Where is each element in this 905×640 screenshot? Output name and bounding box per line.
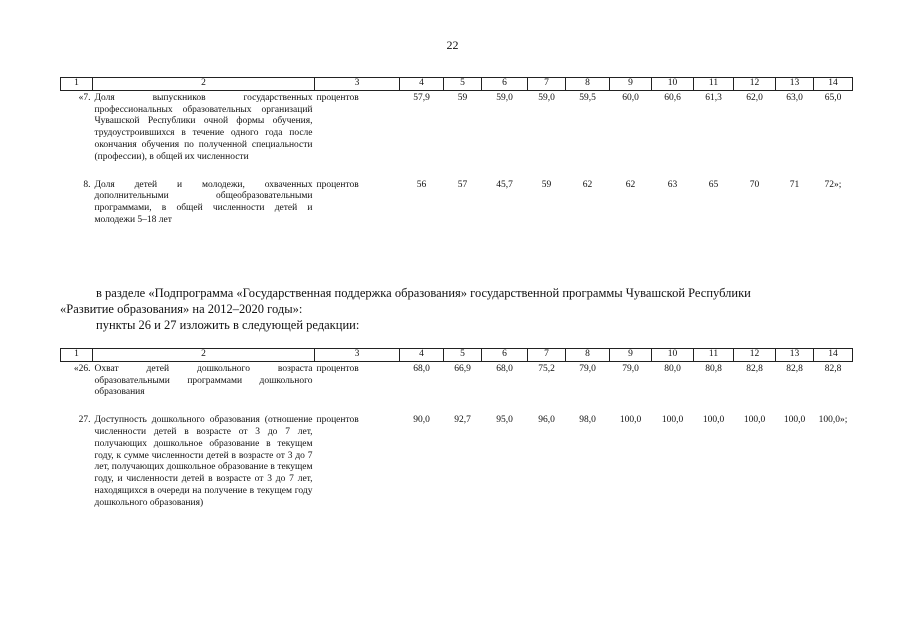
value-cell: 68,0 <box>413 363 430 374</box>
header-cell: 1 <box>61 78 93 91</box>
header-cell: 5 <box>444 349 482 362</box>
value-cell: 60,6 <box>664 92 681 103</box>
value-cell: 45,7 <box>496 179 513 190</box>
value-cell: 63 <box>667 179 678 190</box>
value-cell: 62 <box>625 179 636 190</box>
header-cell: 11 <box>694 78 734 91</box>
header-cell: 9 <box>610 349 652 362</box>
value-cell: 100,0 <box>702 415 725 426</box>
value-cell: 57,9 <box>413 92 430 103</box>
value-cell: 82,8 <box>746 363 763 374</box>
row-number: «7. <box>78 92 91 103</box>
value-cell: 79,0 <box>622 363 639 374</box>
header-row <box>61 78 853 91</box>
value-cell: 61,3 <box>705 92 722 103</box>
value-cell: 66,9 <box>454 363 471 374</box>
header-cell: 8 <box>566 349 610 362</box>
value-cell: 63,0 <box>786 92 803 103</box>
table-row <box>61 361 853 399</box>
header-cell: 10 <box>652 349 694 362</box>
value-cell: 71 <box>789 179 800 190</box>
value-cell: 65 <box>708 179 719 190</box>
unit-cell: процентов <box>316 179 359 190</box>
header-cell: 13 <box>776 349 814 362</box>
header-cell: 7 <box>528 349 566 362</box>
value-cell: 80,0 <box>664 363 681 374</box>
header-cell: 14 <box>814 78 853 91</box>
value-cell: 80,8 <box>705 363 722 374</box>
value-cell: 68,0 <box>496 363 513 374</box>
header-cell: 1 <box>61 349 93 362</box>
row-number: «26. <box>73 363 91 374</box>
header-cell: 13 <box>776 78 814 91</box>
header-cell: 14 <box>814 349 853 362</box>
value-cell: 100,0 <box>661 415 684 426</box>
value-cell: 70 <box>749 179 760 190</box>
value-cell: 90,0 <box>413 415 430 426</box>
paragraph-line-2: «Развитие образования» на 2012–2020 годы»: <box>60 302 303 316</box>
value-cell: 59,5 <box>579 92 596 103</box>
header-cell: 6 <box>482 349 528 362</box>
paragraph-line-1: в разделе «Подпрограмма «Государственная поддержка образования» государственной программы Чувашской Республики <box>96 286 751 300</box>
unit-cell: процентов <box>316 415 359 426</box>
header-cell: 2 <box>93 349 315 362</box>
table-row <box>61 178 853 227</box>
header-cell: 12 <box>734 78 776 91</box>
value-cell: 57 <box>457 179 468 190</box>
header-cell: 3 <box>315 78 400 91</box>
value-cell: 82,8 <box>824 363 842 374</box>
header-row <box>61 349 853 362</box>
row-spacer <box>61 399 853 413</box>
header-cell: 12 <box>734 349 776 362</box>
value-cell: 100,0 <box>783 415 806 426</box>
table-row <box>61 90 853 163</box>
value-cell: 96,0 <box>538 415 555 426</box>
header-cell: 10 <box>652 78 694 91</box>
value-cell: 75,2 <box>538 363 555 374</box>
value-cell: 79,0 <box>579 363 596 374</box>
indicators-table-1 <box>60 77 853 227</box>
value-cell: 100,0»; <box>818 415 848 426</box>
row-spacer <box>61 164 853 178</box>
value-cell: 59 <box>457 92 468 103</box>
row-number: 8. <box>83 179 91 190</box>
indicator-name: Доля детей и молодежи, охваченных дополнительными общеобразовательными программами, в общей численности детей и молодежи 5–18 лет <box>94 179 313 225</box>
value-cell: 60,0 <box>622 92 639 103</box>
header-cell: 11 <box>694 349 734 362</box>
value-cell: 100,0 <box>619 415 642 426</box>
value-cell: 59,0 <box>538 92 555 103</box>
header-cell: 2 <box>93 78 315 91</box>
value-cell: 65,0 <box>824 92 842 103</box>
header-cell: 8 <box>566 78 610 91</box>
header-cell: 4 <box>400 78 444 91</box>
header-cell: 4 <box>400 349 444 362</box>
value-cell: 62 <box>582 179 593 190</box>
paragraph-line-3: пункты 26 и 27 изложить в следующей редакции: <box>96 318 360 332</box>
table-row <box>61 413 853 509</box>
header-cell: 6 <box>482 78 528 91</box>
value-cell: 59,0 <box>496 92 513 103</box>
indicator-name: Доступность дошкольного образования (отношение численности детей в возрасте от 3 до 7 лет, получающих дошкольное образование в текущем году, к сумме численности детей в возрасте от 3 до 7 лет, получающих дошкольное образование в текущем году, и численности детей в возрасте от 3 до 7 лет, находящихся в очереди на получение в текущем году дошкольного образования) <box>94 415 313 508</box>
indicator-name: Доля выпускников государственных профессиональных образовательных организаций Чувашской Республики очной формы обучения, трудоустроившихся в течение одного года после окончания обучения по полученной специальности (профессии), в общей их численности <box>94 92 313 162</box>
value-cell: 56 <box>416 179 427 190</box>
header-cell: 3 <box>315 349 400 362</box>
row-number: 27. <box>78 415 91 426</box>
unit-cell: процентов <box>316 363 359 374</box>
value-cell: 72»; <box>824 179 842 190</box>
value-cell: 59 <box>541 179 552 190</box>
value-cell: 100,0 <box>743 415 766 426</box>
page-number: 22 <box>446 38 459 52</box>
value-cell: 62,0 <box>746 92 763 103</box>
value-cell: 95,0 <box>496 415 513 426</box>
value-cell: 92,7 <box>454 415 471 426</box>
header-cell: 7 <box>528 78 566 91</box>
indicator-name: Охват детей дошкольного возраста образовательными программами дошкольного образования <box>94 363 313 398</box>
header-cell: 9 <box>610 78 652 91</box>
value-cell: 82,8 <box>786 363 803 374</box>
indicators-table-2 <box>60 348 853 510</box>
value-cell: 98,0 <box>579 415 596 426</box>
unit-cell: процентов <box>316 92 359 103</box>
header-cell: 5 <box>444 78 482 91</box>
